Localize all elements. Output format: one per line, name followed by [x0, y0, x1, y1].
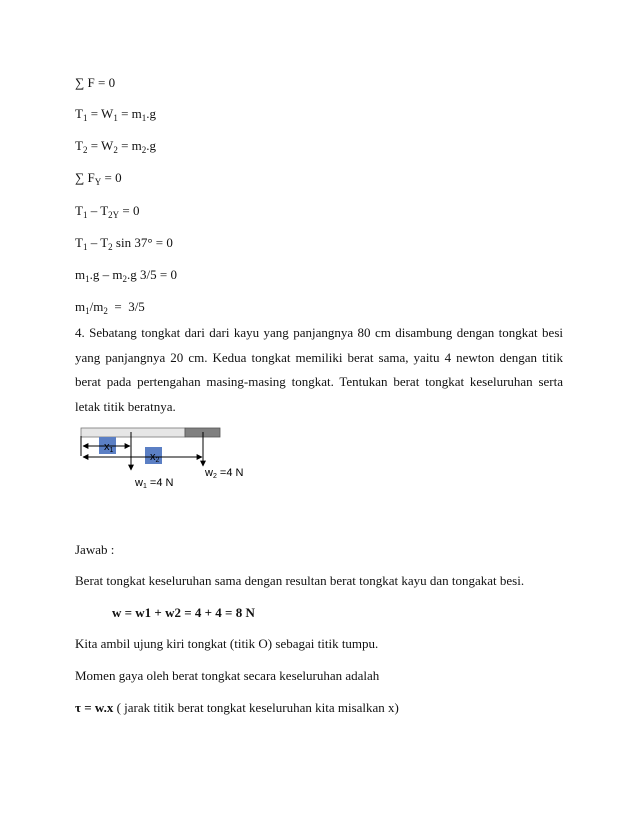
answer-formula: w = w1 + w2 = 4 + 4 = 8 N: [112, 605, 255, 620]
problem-statement: 4. Sebatang tongkat dari dari kayu yang panjangnya 80 cm disambung dengan tongkat besi yang panjangnya 20 cm. Kedua tongkat memiliki berat sama, yaitu 4 newton dengan titik berat pada pertengahan masing-masing tongkat. Tentukan berat tongkat keseluruhan serta letak titik beratnya.: [75, 325, 563, 414]
eq-subscript: 1: [141, 113, 147, 123]
answer-line-4: [75, 700, 399, 716]
equation-t1-minus-t2y: [75, 203, 140, 219]
eq-term: sin 37° = 0: [112, 235, 173, 250]
w1-label: w1 =4 N: [135, 477, 174, 490]
eq-term: – T: [87, 203, 109, 218]
eq-term: T: [75, 203, 83, 218]
eq-term: = W: [87, 106, 114, 121]
eq-subscript: 1: [82, 113, 88, 123]
torque-formula: τ = w.x: [75, 700, 114, 715]
eq-term: = 0: [101, 170, 122, 185]
eq-subscript: 2: [108, 242, 113, 252]
eq-term: m: [75, 299, 86, 314]
equation-m1g: [75, 267, 177, 283]
equation-sum-f: ∑ F = 0: [75, 75, 116, 90]
eq-term: .g – m: [89, 267, 123, 282]
eq-term: – T: [87, 235, 109, 250]
equation-t1-minus-t2-sin: [75, 235, 173, 251]
wood-rod: [81, 428, 185, 437]
answer-heading: Jawab :: [75, 542, 115, 557]
eq-term: T: [75, 235, 83, 250]
x2-label: x2: [150, 451, 160, 464]
eq-term: = m: [117, 138, 142, 153]
eq-term: /m: [89, 299, 104, 314]
eq-term: .g: [146, 106, 157, 121]
eq-term: = 3/5: [107, 299, 145, 314]
eq-subscript: 1: [85, 274, 90, 284]
equation-sum-fy: [75, 170, 122, 186]
eq-subscript: 2: [141, 145, 147, 155]
eq-term: T: [75, 138, 83, 153]
equation-t2: [75, 138, 156, 154]
eq-subscript: 2: [122, 274, 127, 284]
eq-term: = W: [87, 138, 114, 153]
eq-subscript: 1: [82, 242, 88, 252]
eq-subscript: Y: [94, 177, 102, 187]
eq-term: ∑ F: [75, 170, 95, 185]
equation-t1: [75, 106, 156, 122]
x1-label: x1: [104, 441, 114, 454]
w2-label: w2 =4 N: [205, 467, 244, 480]
equation-ratio: [75, 299, 145, 315]
torque-note: ( jarak titik berat tongkat keseluruhan kita misalkan x): [113, 700, 399, 715]
eq-subscript: 1: [113, 113, 118, 123]
eq-term: T: [75, 106, 83, 121]
eq-subscript: 2: [113, 145, 118, 155]
answer-line-2: Kita ambil ujung kiri tongkat (titik O) sebagai titik tumpu.: [75, 636, 379, 651]
eq-subscript: 2: [82, 145, 88, 155]
eq-term: .g: [146, 138, 157, 153]
eq-term: = 0: [119, 203, 140, 218]
eq-term: m: [75, 267, 86, 282]
answer-line-3: Momen gaya oleh berat tongkat secara keseluruhan adalah: [75, 668, 380, 683]
eq-subscript: 2Y: [108, 210, 120, 220]
rod-diagram: [66, 420, 266, 492]
answer-line-1: Berat tongkat keseluruhan sama dengan resultan berat tongkat kayu dan tongakat besi.: [75, 573, 525, 588]
eq-term: .g 3/5 = 0: [127, 267, 177, 282]
eq-subscript: 1: [82, 210, 88, 220]
eq-subscript: 1: [85, 306, 90, 316]
eq-subscript: 2: [103, 306, 108, 316]
eq-term: = m: [117, 106, 142, 121]
